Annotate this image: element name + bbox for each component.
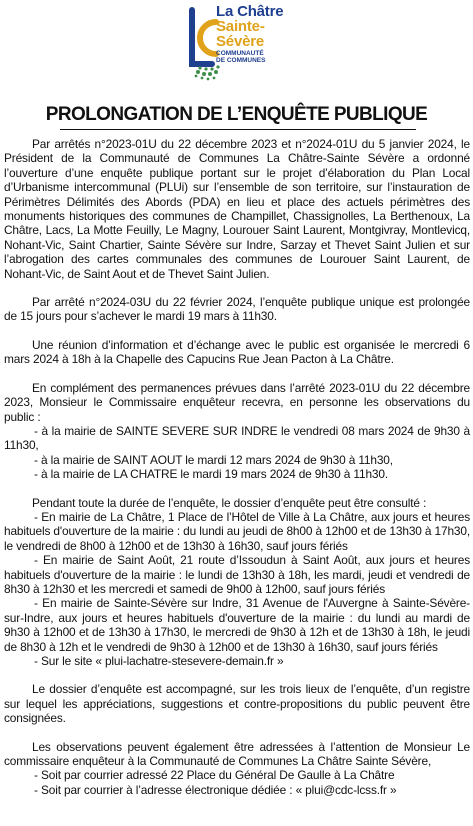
list-item: - En mairie de Saint Août, 21 route d’Issoudun à Saint Août, aux jours et heures habituels d'ouverture de la mairie : le lundi de 13h30 à 18h, les mardi, jeudi et vendredi de 8h30 à 12h30 et les mercredi et samedi de 9h00 à 12h00, sauf jours fériés: [4, 553, 470, 596]
paragraph-reunion: Une réunion d’information et d’échange avec le public est organisée le mercredi 6 mars 2024 à 18h à la Chapelle des Capucins Rue Jean Pacton à La Châtre.: [4, 337, 470, 367]
logo-line-2: Sainte-: [216, 18, 265, 35]
logo-line-3: Sévère: [216, 33, 265, 50]
page-title: PROLONGATION DE L’ENQUÊTE PUBLIQUE: [45, 104, 428, 125]
paragraph-observations: Les observations peuvent également être adressées à l’attention de Monsieur Le commissaire enquêteur à la Communauté de Communes La Châtre Sainte Sévère,: [4, 739, 470, 769]
paragraph-prolongation: Par arrêté n°2024-03U du 22 février 2024, l’enquête publique unique est prolongée de 15 jours pour s’achever le mardi 19 mars à 11h30.: [4, 295, 470, 324]
list-item: - En mairie de La Châtre, 1 Place de l’Hôtel de Ville à La Châtre, aux jours et heures habituels d'ouverture de la mairie : du lundi au jeudi de 8h00 à 12h00 et de 13h30 à 17h30, le vendredi de 8h00 à 12h00 et de 13h30 à 16h30, sauf jours fériés: [4, 509, 470, 553]
paragraph-permanences: En complément des permanences prévues dans l’arrêté 2023-01U du 22 décembre 2023, Monsieur le Commissaire enquêteur recevra, en personne les observations du public :: [4, 380, 470, 424]
website-link[interactable]: - Sur le site « plui-lachatre-stesevere-demain.fr »: [34, 654, 284, 668]
paragraph-consultation: Pendant toute la durée de l’enquête, le dossier d’enquête peut être consulté :: [32, 495, 427, 510]
list-item: - Soit par courrier adressé 22 Place du Général De Gaulle à La Châtre: [34, 768, 395, 783]
list-item: - à la mairie de SAINTE SEVERE SUR INDRE le vendredi 08 mars 2024 de 9h30 à 11h30,: [4, 423, 470, 453]
notice-body: [4, 137, 470, 797]
email-link[interactable]: - Soit par courrier à l’adresse électronique dédiée : « plui@cdc-lcss.fr »: [34, 782, 397, 797]
list-item: - En mairie de Sainte-Sévère sur Indre, 31 Avenue de l'Auvergne à Sainte-Sévère-sur-Indre, aux jours et heures habituels d'ouverture de la mairie : du lundi au mardi de 9h30 à 12h00 et de 13h30 à 17h30, le mercredi de 9h30 à 12h et de 13h30 à 18h, le jeudi de 8h30 à 12h et le vendredi de 9h30 à 12h00 et de 13h30 à 16h30, sauf jours fériés: [4, 596, 470, 654]
logo-line-5: DE COMMUNES: [216, 56, 266, 64]
logo-wordmark: [216, 4, 283, 64]
paragraph-arretes: Par arrêtés n°2023-01U du 22 décembre 2023 et n°2024-01U du 5 janvier 2024, le Président de la Communauté de Communes La Châtre-Sainte Sévère a ordonné l’ouverture d’une enquête publique portant sur le projet d’élaboration du Plan Local d’Urbanisme intercommunal (PLUi) sur l’ensemble de son territoire, sur l’instauration de Périmètres Délimités des Abords (PDA) en lieu et place des actuels périmètres des monuments historiques des communes de Champillet, Chassignolles, La Berthenoux, La Châtre, Lacs, La Motte Feuilly, Le Magny, Lourouer Saint Laurent, Montgivray, Montlevicq, Nohant-Vic, Saint Chartier, Sainte Sévère sur Indre, Sarzay et Thevet Saint Julien et sur l’abrogation des cartes communales des communes de Lourouer Saint Laurent, de Nohant-Vic, de Saint Aout et de Thevet Saint Julien.: [4, 137, 470, 281]
list-item: - à la mairie de LA CHATRE le mardi 19 mars 2024 de 9h30 à 11h30.: [34, 467, 388, 482]
logo-line-4: COMMUNAUTÉ: [216, 50, 264, 57]
logo-line-1: La Châtre: [216, 3, 284, 20]
list-item: - à la mairie de SAINT AOUT le mardi 12 mars 2024 de 9h30 à 11h30,: [34, 452, 393, 467]
title-underline: [60, 129, 416, 130]
paragraph-registre: Le dossier d’enquête est accompagné, sur les trois lieux de l’enquête, d’un registre sur lequel les appréciations, suggestions et contre-propositions du public peuvent être consignées.: [4, 682, 470, 726]
